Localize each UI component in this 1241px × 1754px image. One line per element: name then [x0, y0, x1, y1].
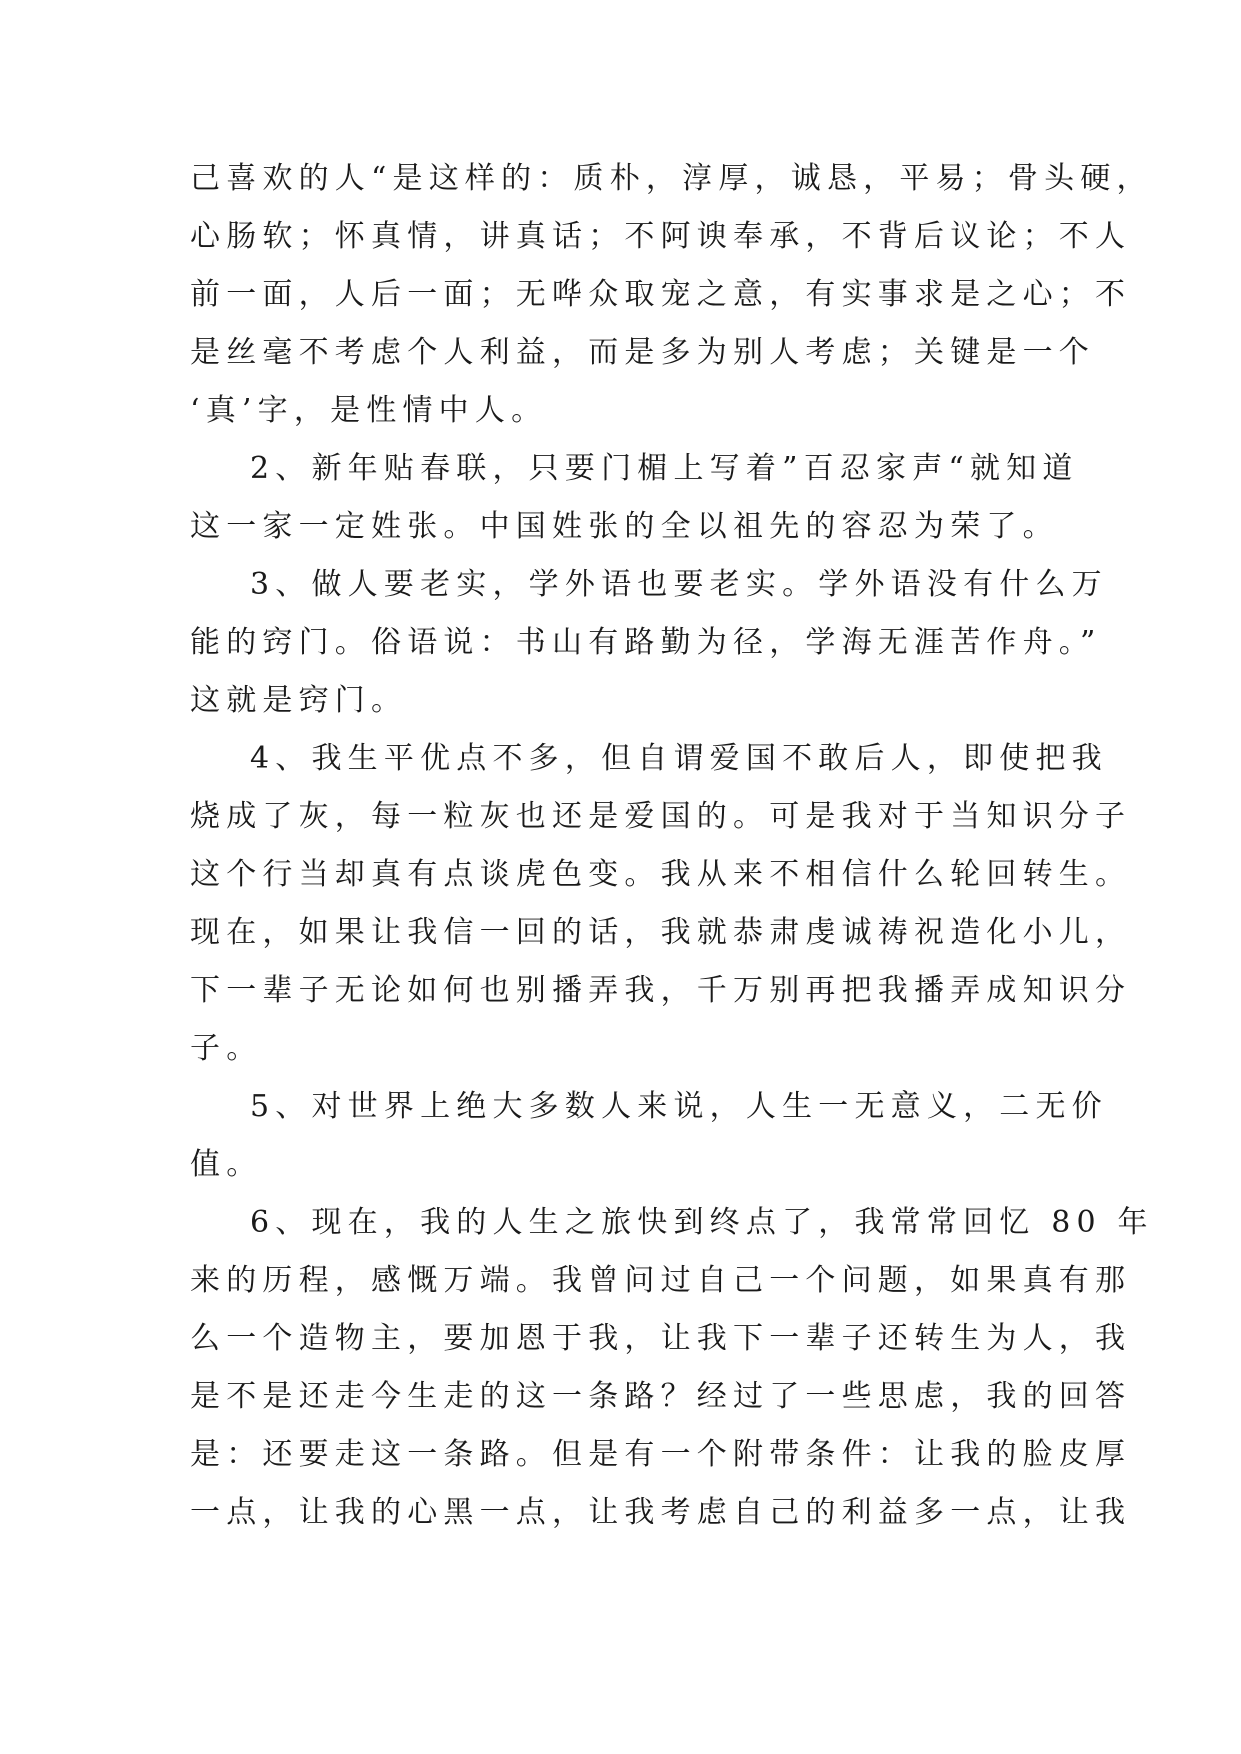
paragraph-2-start: 2、新年贴春联，只要门楣上写着”百忍家声“就知道	[250, 451, 1079, 486]
text-line: 烧成了灰，每一粒灰也还是爱国的。可是我对于当知识分子	[190, 799, 1132, 834]
text-line: 心肠软；怀真情，讲真话；不阿谀奉承，不背后议论；不人	[190, 219, 1132, 254]
text-line: 是不是还走今生走的这一条路？经过了一些思虑，我的回答	[190, 1379, 1132, 1414]
body-text	[190, 150, 1154, 1542]
paragraph-4-start: 4、我生平优点不多，但自谓爱国不敢后人，即使把我	[250, 741, 1108, 776]
text-line: 现在，如果让我信一回的话，我就恭肃虔诚祷祝造化小儿，	[190, 915, 1132, 950]
text-line: 这就是窍门。	[190, 683, 408, 718]
paragraph-5-start: 5、对世界上绝大多数人来说，人生一无意义，二无价	[250, 1089, 1108, 1124]
text-line: 是丝毫不考虑个人利益，而是多为别人考虑；关键是一个	[190, 335, 1095, 370]
paragraph-6-start: 6、现在，我的人生之旅快到终点了，我常常回忆 80 年	[250, 1205, 1154, 1240]
text-line: 己喜欢的人“是这样的：质朴，淳厚，诚恳，平易；骨头硬，	[190, 161, 1153, 196]
text-line: 值。	[190, 1147, 263, 1182]
text-line: 么一个造物主，要加恩于我，让我下一辈子还转生为人，我	[190, 1321, 1132, 1356]
text-line: 来的历程，感慨万端。我曾问过自己一个问题，如果真有那	[190, 1263, 1132, 1298]
text-line: 是：还要走这一条路。但是有一个附带条件：让我的脸皮厚	[190, 1437, 1132, 1472]
text-line: 这个行当却真有点谈虎色变。我从来不相信什么轮回转生。	[190, 857, 1132, 892]
text-line: 下一辈子无论如何也别播弄我，千万别再把我播弄成知识分	[190, 973, 1132, 1008]
text-line: 这一家一定姓张。中国姓张的全以祖先的容忍为荣了。	[190, 509, 1059, 544]
paragraph-3-start: 3、做人要老实，学外语也要老实。学外语没有什么万	[250, 567, 1108, 602]
text-line: 子。	[190, 1031, 263, 1066]
text-line: ‘真’字，是性情中人。	[190, 393, 548, 428]
text-line: 能的窍门。俗语说：书山有路勤为径，学海无涯苦作舟。”	[190, 625, 1102, 660]
text-line: 一点，让我的心黑一点，让我考虑自己的利益多一点，让我	[190, 1495, 1132, 1530]
text-line: 前一面，人后一面；无哗众取宠之意，有实事求是之心；不	[190, 277, 1132, 312]
